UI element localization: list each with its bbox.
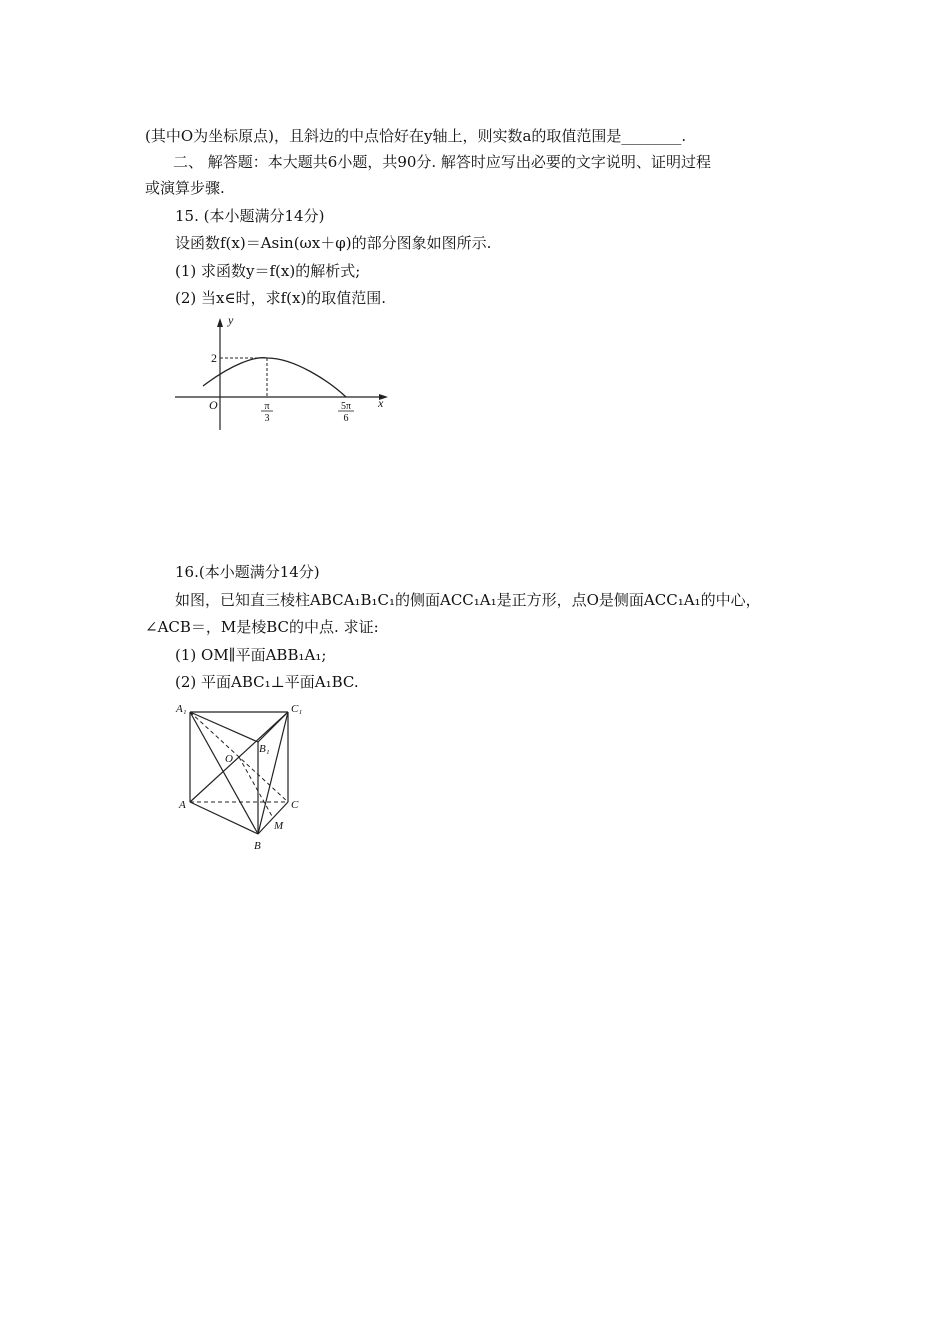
y-axis-arrow (217, 318, 223, 327)
q15-title: 15. (本小题满分14分) (175, 207, 325, 225)
prism-figure (170, 698, 320, 858)
label-A: A (179, 799, 186, 811)
q15-stem: 设函数f(x)＝Asin(ωx＋φ)的部分图象如图所示. (175, 234, 492, 252)
label-A1: A₁ (176, 703, 187, 715)
label-M: M (274, 820, 284, 832)
tick1-denominator: 3 (264, 413, 270, 424)
label-C1: C₁ (291, 703, 303, 715)
sine-curve (203, 358, 346, 397)
text-line-1: (其中O为坐标原点)，且斜边的中点恰好在y轴上，则实数a的取值范围是________. (145, 127, 687, 145)
q16-part2: (2) 平面ABC₁⊥平面A₁BC. (175, 673, 359, 691)
q16-part1: (1) OM∥平面ABB₁A₁; (175, 646, 327, 664)
tick1-numerator: π (264, 401, 270, 412)
q15-part2: (2) 当x∈时，求f(x)的取值范围. (175, 289, 387, 307)
max-value-label: 2 (211, 351, 217, 365)
y-axis-label: y (228, 313, 234, 327)
section-heading: 二、 解答题：本大题共6小题，共90分. 解答时应写出必要的文字说明、证明过程 (173, 153, 711, 171)
q16-stem-line1: 如图，已知直三棱柱ABCA₁B₁C₁的侧面ACC₁A₁是正方形，点O是侧面ACC₁A₁的中心， (175, 591, 761, 609)
label-B: B (254, 840, 261, 852)
tick2-denominator: 6 (343, 413, 349, 424)
q16-title: 16.(本小题满分14分) (175, 563, 320, 581)
label-B1: B₁ (259, 743, 270, 755)
tick2-numerator: 5π (340, 401, 352, 412)
label-C: C (291, 799, 299, 811)
function-graph (170, 312, 400, 430)
origin-label: O (209, 398, 218, 412)
text-line-3: 或演算步骤. (145, 179, 225, 197)
x-axis-label: x (378, 396, 384, 410)
label-O: O (225, 753, 233, 765)
q15-part1: (1) 求函数y＝f(x)的解析式; (175, 262, 361, 280)
q16-stem-line2: ∠ACB＝，M是棱BC的中点. 求证: (145, 618, 379, 636)
